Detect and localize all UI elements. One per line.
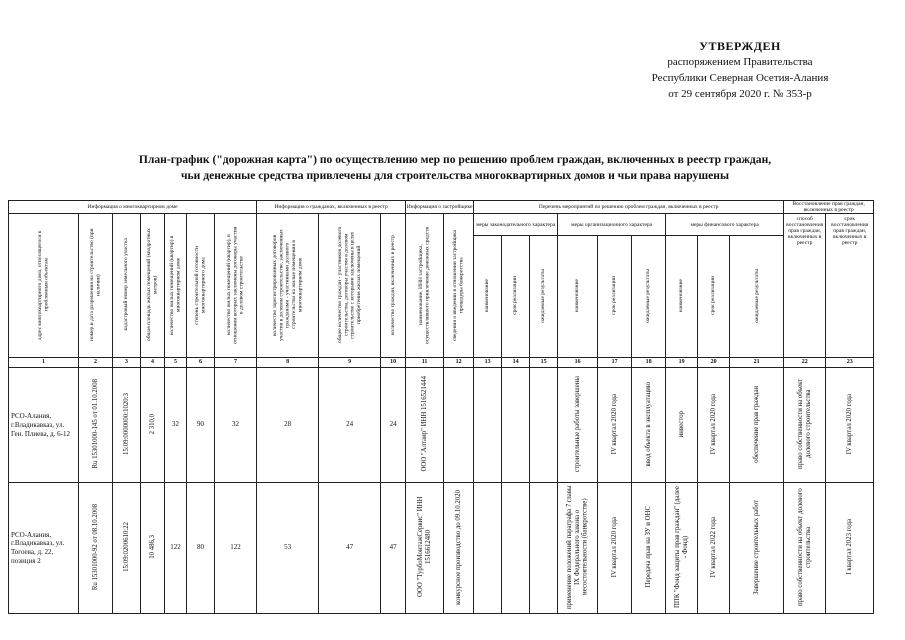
column-number: 20 — [698, 358, 730, 368]
column-number: 1 — [9, 358, 79, 368]
column-number: 19 — [666, 358, 698, 368]
group-house: Информация о многоквартирном доме — [9, 201, 257, 214]
cell-registry-count: 24 — [381, 368, 406, 483]
header-address: адрес многоквартирного дома, относящегося к проблемным объектам — [37, 229, 50, 340]
group-citizens: Информация о гражданах, включенных в реестр — [257, 201, 406, 214]
header-contracts-registered: количество зарегистрированных договоров участия в долевом строительстве, заключенных гражданами - участниками долевого строительства на жилые помещения в многоквартирном доме — [271, 228, 304, 341]
header-registry-count: количество граждан, включенных в реестр — [389, 234, 396, 335]
cell-area: 10 486,3 — [148, 535, 156, 560]
column-number: 7 — [215, 358, 257, 368]
header-cadastre: кадастровый номер земельного участка — [123, 238, 130, 331]
cell-permit: Ru 15301000-92 от 08.10.2008 — [91, 504, 99, 591]
cell-contracts-registered: 53 — [257, 483, 319, 614]
header-term: срок восстановления прав граждан, включенных в реестр — [826, 214, 874, 358]
column-number: 15 — [530, 358, 558, 368]
column-number: 14 — [502, 358, 530, 368]
header-participants: общее количество граждан - участников долевого строительства, договоры участия в долевом строительстве с которыми заключены в целях приобретения жилых помещений — [336, 226, 362, 343]
column-number: 11 — [406, 358, 444, 368]
header-legal-term: срок реализации — [512, 276, 519, 315]
approval-line-3: от 29 сентября 2020 г. № 353-р — [668, 88, 812, 100]
cell-method: право собственности на объект долевого строительства — [796, 488, 812, 607]
header-bankruptcy: сведения о введении в отношении застройщика процедуры банкротства — [452, 228, 465, 341]
header-org-term: срок реализации — [611, 276, 618, 315]
table-row — [9, 368, 874, 483]
cell-developer: ООО "Алтаир" ИНН 1516521444 — [420, 376, 428, 472]
header-fin-term: срок реализации — [710, 276, 717, 315]
cell-address: РСО-Алания, г.Владикавказ, ул. Тогоева, д. 22, позиция 2 — [9, 483, 79, 614]
header-permit: номер и дата разрешения на строительство (при наличии) — [89, 228, 102, 341]
column-number: 9 — [319, 358, 381, 368]
column-number: 8 — [257, 358, 319, 368]
cell-contracts-flats: 32 — [215, 368, 257, 483]
cell-address: РСО-Алания, г.Владикавказ, ул. Ген. Плиева, д. 6-12 — [9, 368, 79, 483]
cell-area: 2 310,0 — [148, 413, 156, 435]
cell-org-name: применение положений параграфа 7 главы IX Федерального закона о несостоятельности (банкротстве) — [565, 485, 589, 609]
cell-term: IV квартал 2020 года — [845, 393, 853, 455]
column-number: 17 — [598, 358, 632, 368]
cell-contracts-flats: 122 — [215, 483, 257, 614]
column-number: 3 — [113, 358, 141, 368]
header-group-row — [9, 201, 874, 214]
cell-org-name: строительные работы завершены — [573, 376, 581, 473]
cell-org-term: IV квартал 2020 года — [610, 517, 618, 578]
column-number: 4 — [141, 358, 165, 368]
header-legal-result: ожидаемые результаты — [540, 268, 547, 323]
cell-fin-result: обеспечение прав граждан — [752, 385, 760, 463]
column-number: 12 — [444, 358, 474, 368]
header-method: способ восстановления прав граждан, включенных в реестр — [784, 214, 826, 358]
cell-bankruptcy: конкурсное производство до 09.10.2020 — [454, 489, 462, 605]
cell-org-result: Передача прав на ЗУ и ОНС — [644, 506, 652, 588]
column-number-row — [9, 358, 874, 368]
cell-fin-name: ППК "Фонд защиты прав граждан" (далее - Фонд) — [673, 486, 689, 609]
cell-method: право собственности на объект долевого строительства — [796, 378, 812, 470]
approval-line-2: Республики Северная Осетия-Алания — [651, 72, 829, 84]
approval-stamp — [620, 38, 860, 102]
column-number: 2 — [79, 358, 113, 368]
cell-readiness: 90 — [187, 368, 215, 483]
cell-registry-count: 47 — [381, 483, 406, 614]
header-area: общая площадь жилых помещений (квадратных метров) — [146, 228, 159, 341]
column-number: 23 — [826, 358, 874, 368]
subgroup-fin: меры финансового характера — [666, 214, 784, 236]
cell-term: I квартал 2023 года — [845, 519, 853, 575]
group-measures: Перечень мероприятий по решению проблем граждан, включенных в реестр — [474, 201, 784, 214]
header-fin-result: ожидаемые результаты — [753, 268, 760, 323]
document-title-line-1: План-график ("дорожная карта") по осуществлению мер по решению проблем граждан, включенных в реестр граждан, — [138, 153, 772, 166]
document-title-line-2: чьи денежные средства привлечены для строительства многоквартирных домов и чьи права нарушены — [180, 169, 730, 182]
cell-fin-result: Завершение строительных работ — [752, 499, 760, 595]
group-restore: Восстановление прав граждан, включенных в реестр — [784, 201, 874, 214]
cell-cadastre: 15:09:0000000:1020:3 — [122, 393, 130, 456]
column-number: 21 — [730, 358, 784, 368]
approval-heading: УТВЕРЖДЕН — [699, 39, 781, 53]
column-number: 13 — [474, 358, 502, 368]
header-legal-name: наименование — [484, 278, 491, 313]
column-number: 18 — [632, 358, 666, 368]
approval-line-1: распоряжением Правительства — [667, 56, 813, 68]
header-developer: наименование, ИНН застройщика, осуществлявшего привлечение денежных средств — [418, 226, 431, 344]
column-number: 22 — [784, 358, 826, 368]
cell-developer: ООО "ТурбоМонтажСервис" ИНН 1516612480 — [416, 496, 432, 598]
cell-participants: 47 — [319, 483, 381, 614]
column-number: 6 — [187, 358, 215, 368]
header-fin-name: наименование — [678, 278, 685, 313]
subgroup-legal: меры законодательного характера — [474, 214, 558, 236]
document-title — [40, 152, 870, 184]
cell-permit: Ru 15301000-145 от 01.10.2008 — [91, 379, 99, 469]
cell-readiness: 80 — [187, 483, 215, 614]
cell-org-term: IV квартал 2020 года — [610, 393, 618, 455]
cell-participants: 24 — [319, 368, 381, 483]
plan-table-wrapper — [8, 200, 874, 614]
header-readiness: степень строительной готовности многоквартирного дома — [194, 245, 207, 325]
subgroup-org: меры организационного характера — [558, 214, 666, 236]
cell-fin-term: IV квартал 2022 года — [709, 517, 717, 578]
cell-cadastre: 15:09:0200610:22 — [122, 522, 130, 573]
header-subgroup-row — [9, 214, 874, 236]
cell-flats: 122 — [165, 483, 187, 614]
header-org-name: наименование — [574, 278, 581, 313]
header-org-result: ожидаемые результаты — [645, 268, 652, 323]
cell-contracts-registered: 28 — [257, 368, 319, 483]
column-number: 5 — [165, 358, 187, 368]
cell-fin-name: инвестор — [677, 410, 685, 438]
cell-fin-term: IV квартал 2020 года — [709, 393, 717, 455]
column-number: 16 — [558, 358, 598, 368]
plan-table — [8, 200, 874, 614]
cell-flats: 32 — [165, 368, 187, 483]
column-number: 10 — [381, 358, 406, 368]
header-contracts-flats: количество жилых помещений (квартир), в отношении которых заключены договоры участия в долевом строительстве — [226, 225, 245, 344]
table-row — [9, 483, 874, 614]
group-developer: Информация о застройщике — [406, 201, 474, 214]
cell-org-result: ввод объекта в эксплуатацию — [644, 381, 652, 467]
header-flats: количество жилых помещений (квартир) в многоквартирном доме — [169, 234, 182, 335]
